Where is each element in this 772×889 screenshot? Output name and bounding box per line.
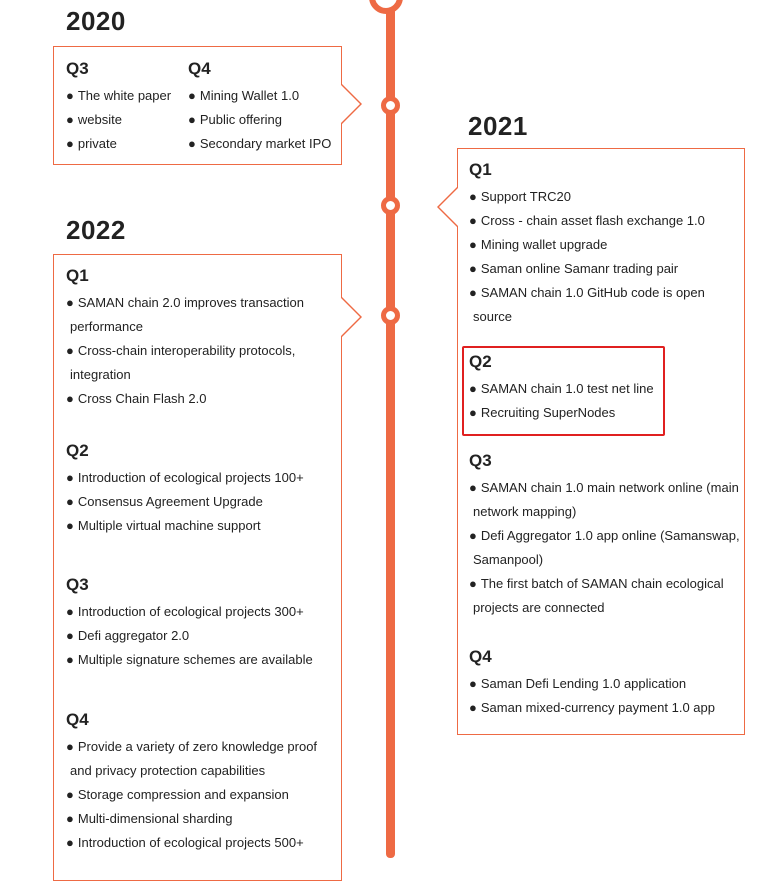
milestone-item xyxy=(188,108,331,132)
milestone-item xyxy=(469,185,741,209)
bullet-dot: ● xyxy=(469,261,477,276)
bullet-dot: ● xyxy=(469,381,477,396)
quarter-2022-q2 xyxy=(66,441,338,538)
milestone-text: Introduction of ecological projects 100+ xyxy=(77,470,304,485)
bullet-dot: ● xyxy=(469,189,477,204)
quarter-title: Q4 xyxy=(469,647,492,666)
quarter-title: Q3 xyxy=(66,59,89,78)
milestone-text: Saman Defi Lending 1.0 application xyxy=(480,676,687,691)
milestone-item xyxy=(66,735,338,759)
highlight-frame-2021-q2 xyxy=(462,346,665,436)
milestone-item xyxy=(66,514,338,538)
milestone-text: Saman online Samanr trading pair xyxy=(480,261,679,276)
bullet-dot: ● xyxy=(66,494,74,509)
bullet-dot: ● xyxy=(66,811,74,826)
milestone-item xyxy=(469,257,741,281)
milestone-item xyxy=(66,315,338,339)
milestone-list xyxy=(188,84,331,156)
quarter-title: Q4 xyxy=(188,59,211,78)
timeline-node-2020 xyxy=(381,96,400,115)
milestone-text: SAMAN chain 1.0 GitHub code is open xyxy=(480,285,705,300)
milestone-text: Samanpool) xyxy=(473,552,544,567)
milestone-item xyxy=(469,572,745,596)
milestone-item xyxy=(66,783,338,807)
quarter-2021-q3 xyxy=(469,451,745,620)
milestone-item xyxy=(469,596,745,620)
bullet-dot: ● xyxy=(469,576,477,591)
milestone-item xyxy=(469,233,741,257)
milestone-text: SAMAN chain 1.0 main network online (main xyxy=(480,480,739,495)
milestone-item xyxy=(66,387,338,411)
milestone-item xyxy=(469,305,741,329)
milestone-text: Defi Aggregator 1.0 app online (Samanswap, xyxy=(480,528,740,543)
milestone-text: Multiple signature schemes are available xyxy=(77,652,313,667)
milestone-text: Provide a variety of zero knowledge proof xyxy=(77,739,318,754)
milestone-list xyxy=(469,476,745,620)
milestone-item xyxy=(469,696,741,720)
bullet-dot: ● xyxy=(66,835,74,850)
milestone-text: Storage compression and expansion xyxy=(77,787,289,802)
quarter-title: Q3 xyxy=(469,451,492,470)
milestone-item xyxy=(469,209,741,233)
milestone-text: SAMAN chain 1.0 test net line xyxy=(480,381,654,396)
quarter-title: Q1 xyxy=(66,266,89,285)
milestone-item xyxy=(66,648,338,672)
milestone-text: Introduction of ecological projects 300+ xyxy=(77,604,304,619)
quarter-title: Q2 xyxy=(469,352,492,371)
year-2020-heading: 2020 xyxy=(66,6,126,36)
milestone-item xyxy=(66,831,338,855)
roadmap-2020-card xyxy=(53,46,342,165)
bullet-dot: ● xyxy=(469,700,477,715)
bullet-dot: ● xyxy=(188,136,196,151)
milestone-list xyxy=(66,291,338,411)
bullet-dot: ● xyxy=(66,295,74,310)
quarter-2022-q4 xyxy=(66,710,338,855)
roadmap-2022-card xyxy=(53,254,342,881)
bullet-dot: ● xyxy=(469,285,477,300)
milestone-text: Secondary market IPO xyxy=(199,136,332,151)
milestone-item xyxy=(66,600,338,624)
bullet-dot: ● xyxy=(469,528,477,543)
milestone-list xyxy=(469,672,741,720)
milestone-item xyxy=(66,759,338,783)
bullet-dot: ● xyxy=(66,112,74,127)
milestone-list xyxy=(66,84,171,156)
milestone-text: Mining Wallet 1.0 xyxy=(199,88,300,103)
milestone-item xyxy=(469,672,741,696)
bullet-dot: ● xyxy=(188,88,196,103)
quarter-2021-q1 xyxy=(469,160,741,329)
milestone-list xyxy=(66,600,338,672)
quarter-title: Q4 xyxy=(66,710,89,729)
milestone-item xyxy=(66,132,171,156)
milestone-text: Cross-chain interoperability protocols, xyxy=(77,343,296,358)
milestone-item xyxy=(188,84,331,108)
milestone-item xyxy=(66,84,171,108)
milestone-item xyxy=(66,466,338,490)
milestone-item xyxy=(66,363,338,387)
bullet-dot: ● xyxy=(469,213,477,228)
timeline-line xyxy=(386,0,395,858)
bullet-dot: ● xyxy=(188,112,196,127)
bullet-dot: ● xyxy=(469,676,477,691)
milestone-list xyxy=(66,466,338,538)
milestone-text: SAMAN chain 2.0 improves transaction xyxy=(77,295,305,310)
milestone-text: Cross Chain Flash 2.0 xyxy=(77,391,207,406)
milestone-text: The white paper xyxy=(77,88,172,103)
milestone-item xyxy=(469,500,745,524)
milestone-item xyxy=(66,624,338,648)
bullet-dot: ● xyxy=(66,787,74,802)
timeline-node-2022 xyxy=(381,306,400,325)
milestone-item xyxy=(469,281,741,305)
milestone-item xyxy=(469,524,745,548)
bullet-dot: ● xyxy=(469,237,477,252)
milestone-text: Public offering xyxy=(199,112,283,127)
milestone-item xyxy=(66,339,338,363)
quarter-2020-q3 xyxy=(66,59,171,156)
bullet-dot: ● xyxy=(66,518,74,533)
milestone-text: The first batch of SAMAN chain ecological xyxy=(480,576,724,591)
milestone-text: private xyxy=(77,136,117,151)
milestone-text: Defi aggregator 2.0 xyxy=(77,628,190,643)
milestone-text: Multiple virtual machine support xyxy=(77,518,261,533)
quarter-2022-q1 xyxy=(66,266,338,411)
bullet-dot: ● xyxy=(66,343,74,358)
milestone-text: Support TRC20 xyxy=(480,189,571,204)
quarter-title: Q2 xyxy=(66,441,89,460)
milestone-list xyxy=(66,735,338,855)
milestone-text: performance xyxy=(70,319,143,334)
roadmap-2021-card xyxy=(457,148,745,735)
milestone-text: website xyxy=(77,112,122,127)
milestone-text: source xyxy=(473,309,513,324)
milestone-item xyxy=(66,108,171,132)
bullet-dot: ● xyxy=(469,405,477,420)
milestone-text: Saman mixed-currency payment 1.0 app xyxy=(480,700,715,715)
bullet-dot: ● xyxy=(66,652,74,667)
milestone-item xyxy=(66,291,338,315)
quarter-title: Q1 xyxy=(469,160,492,179)
milestone-item xyxy=(66,807,338,831)
bullet-dot: ● xyxy=(66,739,74,754)
milestone-list xyxy=(469,185,741,329)
bullet-dot: ● xyxy=(66,604,74,619)
milestone-text: integration xyxy=(70,367,131,382)
milestone-item xyxy=(188,132,331,156)
year-2022-heading: 2022 xyxy=(66,215,126,245)
milestone-text: projects are connected xyxy=(473,600,605,615)
bullet-dot: ● xyxy=(66,88,74,103)
bullet-dot: ● xyxy=(66,628,74,643)
quarter-2022-q3 xyxy=(66,575,338,672)
milestone-item xyxy=(469,476,745,500)
year-2021-heading: 2021 xyxy=(468,111,528,141)
milestone-text: Introduction of ecological projects 500+ xyxy=(77,835,304,850)
timeline-top-node xyxy=(369,0,403,14)
milestone-item xyxy=(469,548,745,572)
timeline-node-2021 xyxy=(381,196,400,215)
bullet-dot: ● xyxy=(66,136,74,151)
bullet-dot: ● xyxy=(66,391,74,406)
quarter-2021-q4 xyxy=(469,647,741,720)
milestone-text: and privacy protection capabilities xyxy=(70,763,266,778)
milestone-text: Mining wallet upgrade xyxy=(480,237,608,252)
quarter-title: Q3 xyxy=(66,575,89,594)
milestone-text: Cross - chain asset flash exchange 1.0 xyxy=(480,213,705,228)
milestone-item xyxy=(66,490,338,514)
milestone-text: Recruiting SuperNodes xyxy=(480,405,616,420)
bullet-dot: ● xyxy=(66,470,74,485)
milestone-text: Multi-dimensional sharding xyxy=(77,811,233,826)
bullet-dot: ● xyxy=(469,480,477,495)
quarter-2020-q4 xyxy=(188,59,331,156)
milestone-text: Consensus Agreement Upgrade xyxy=(77,494,263,509)
milestone-text: network mapping) xyxy=(473,504,577,519)
